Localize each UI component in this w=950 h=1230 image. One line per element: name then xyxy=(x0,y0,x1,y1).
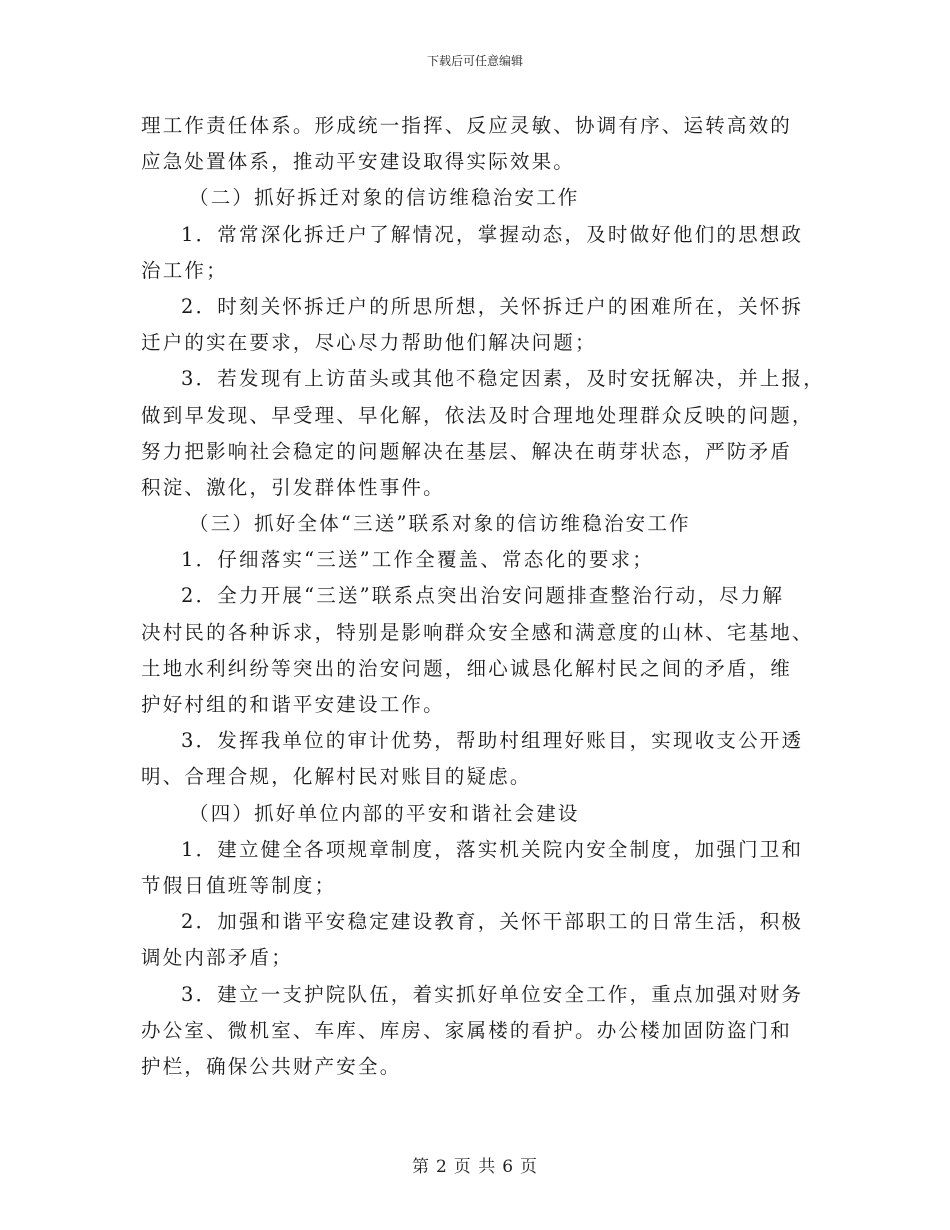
section-heading: （四）抓好单位内部的平安和谐社会建设 xyxy=(189,801,580,825)
body-line: 努力把影响社会稳定的问题解决在基层、解决在萌芽状态，严防矛盾 xyxy=(141,439,793,463)
page-header: 下载后可任意编辑 xyxy=(426,54,523,68)
body-line: 迁户的实在要求，尽心尽力帮助他们解决问题； xyxy=(141,331,597,355)
body-line: 土地水利纠纷等突出的治安问题，细心诚恳化解村民之间的矛盾，维 xyxy=(141,656,793,680)
current-page-number: 2 xyxy=(435,1157,448,1177)
body-line: 做到早发现、早受理、早化解，依法及时合理地处理群众反映的问题， xyxy=(141,403,814,427)
document-body xyxy=(141,108,825,1085)
footer-suffix: 页 xyxy=(520,1157,539,1177)
body-line: 调处内部矛盾； xyxy=(141,946,293,970)
body-line: 决村民的各种诉求，特别是影响群众安全感和满意度的山林、宅基地、 xyxy=(141,620,814,644)
body-line: 2．全力开展“三送”联系点突出治安问题排查整治行动，尽力解 xyxy=(181,584,785,608)
total-page-count: 6 xyxy=(502,1157,515,1177)
body-line: 1．常常深化拆迁户了解情况，掌握动态，及时做好他们的思想政 xyxy=(181,222,804,246)
body-line: 2．加强和谐平安稳定建设教育，关怀干部职工的日常生活，积极 xyxy=(181,910,804,934)
body-line: 3．若发现有上访苗头或其他不稳定因素，及时安抚解决，并上报， xyxy=(181,367,825,391)
footer-prefix: 第 xyxy=(411,1157,430,1177)
body-line: 1．仔细落实“三送”工作全覆盖、常态化的要求； xyxy=(181,548,654,572)
body-line: 办公室、微机室、车库、库房、家属楼的看护。办公楼加固防盗门和 xyxy=(141,1018,793,1042)
body-line: 护栏，确保公共财产安全。 xyxy=(141,1054,402,1078)
body-line: 应急处置体系，推动平安建设取得实际效果。 xyxy=(141,150,576,174)
body-line: 明、合理合规，化解村民对账目的疑虑。 xyxy=(141,765,532,789)
body-line: 护好村组的和谐平安建设工作。 xyxy=(141,693,445,716)
body-line: 理工作责任体系。形成统一指挥、反应灵敏、协调有序、运转高效的 xyxy=(141,114,793,137)
body-line: 3．发挥我单位的审计优势，帮助村组理好账目，实现收支公开透 xyxy=(181,729,804,753)
body-line: 节假日值班等制度； xyxy=(141,873,337,897)
body-line: 3．建立一支护院队伍，着实抓好单位安全工作，重点加强对财务 xyxy=(181,982,804,1006)
body-line: 治工作； xyxy=(141,258,228,282)
footer-mid: 页 共 xyxy=(453,1157,497,1177)
section-heading: （二）抓好拆迁对象的信访维稳治安工作 xyxy=(189,186,580,210)
body-line: 1．建立健全各项规章制度，落实机关院内安全制度，加强门卫和 xyxy=(181,837,804,861)
body-line: 积淀、激化，引发群体性事件。 xyxy=(141,475,445,499)
page-footer xyxy=(0,1156,950,1178)
body-line: 2．时刻关怀拆迁户的所思所想，关怀拆迁户的困难所在，关怀拆 xyxy=(181,294,804,318)
section-heading: （三）抓好全体“三送”联系对象的信访维稳治安工作 xyxy=(189,512,691,536)
